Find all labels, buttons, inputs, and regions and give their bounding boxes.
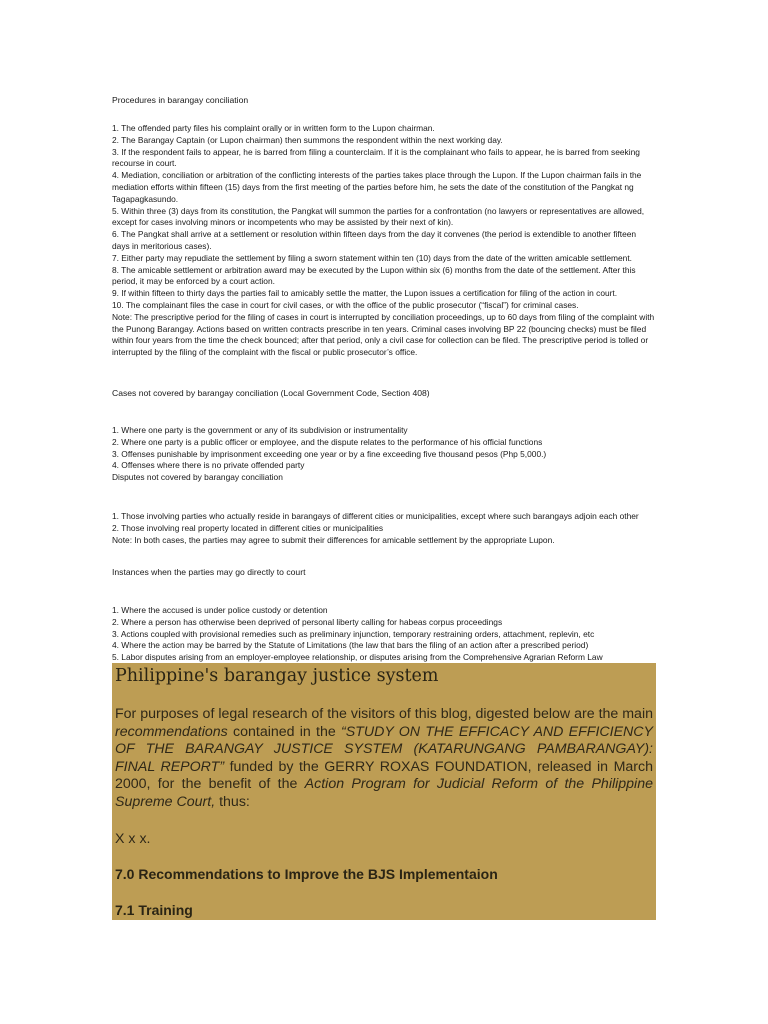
- list-item: 5. Labor disputes arising from an employer-employee relationship, or disputes arising from the Comprehensive Agrarian Reform Law: [112, 652, 603, 663]
- cases-not-covered-list: [112, 425, 656, 484]
- list-item: 1. Those involving parties who actually reside in barangays of different cities or municipalities, except where such barangays adjoin each other: [112, 511, 639, 521]
- panel-title: Philippine's barangay justice system: [115, 666, 439, 686]
- intro-text: funded by the GERRY ROXAS FOUNDATION, released in March 2000, for the benefit of the: [115, 758, 653, 793]
- list-item: 4. Mediation, conciliation or arbitration of the conflicting interests of the parties takes place through the Lupon. If the Lupon chairman fails in the mediation efforts within fifteen (15) days from the first meeting of the parties before him, he sets the date of the constitution of the Pangkat ng Tagapagkasundo.: [112, 170, 642, 204]
- list-item: 4. Where the action may be barred by the Statute of Limitations (the law that bars the filing of an action after a prescribed period): [112, 640, 589, 651]
- report-title: “STUDY ON THE EFFICACY AND EFFICIENCY OF THE BARANGAY JUSTICE SYSTEM (KATARUNGANG PAMBARANGAY): FINAL REPORT”: [115, 723, 653, 775]
- list-item: 2. Those involving real property located in different cities or municipalities: [112, 522, 384, 533]
- subsection-heading: 7.1 Training: [115, 902, 193, 918]
- procedures-heading: Procedures in barangay conciliation: [112, 95, 249, 105]
- list-item: 1. Where one party is the government or any of its subdivision or instrumentality: [112, 425, 408, 435]
- list-item: 5. Within three (3) days from its constitution, the Pangkat will summon the parties for a confrontation (no lawyers or representatives are allowed, except for cases involving minors or incompetents who may be assisted by their next of kin).: [112, 205, 645, 228]
- list-item: 1. The offended party files his complaint orally or in written form to the Lupon chairman.: [112, 123, 435, 133]
- cases-not-covered-heading: Cases not covered by barangay conciliation (Local Government Code, Section 408): [112, 388, 430, 398]
- list-item: 9. If within fifteen to thirty days the parties fail to amicably settle the matter, the Lupon issues a certification for filing of the action in court.: [112, 288, 618, 299]
- procedures-note: Note: The prescriptive period for the filing of cases in court is interrupted by conciliation proceedings, up to 60 days from filing of the complaint with the Punong Barangay. Actions based on written contracts prescribe in ten years. Criminal cases involving BP 22 (bouncing checks) must be filed within four years from the time the check bounced; after that period, only a civil case for collection can be filed. The prescriptive period is tolled or interrupted by the filing of the complaint with the fiscal or public prosecutor’s office.: [112, 311, 655, 358]
- list-item: 6. The Pangkat shall arrive at a settlement or resolution within fifteen days from the day it convenes (the period is extendible to another fifteen days in meritorious cases).: [112, 229, 637, 251]
- disputes-not-covered-list: [112, 511, 656, 546]
- list-item: 2. Where one party is a public officer or employee, and the dispute relates to the performance of his official functions: [112, 436, 543, 447]
- list-item: 1. Where the accused is under police custody or detention: [112, 605, 328, 615]
- list-item: 3. Actions coupled with provisional remedies such as preliminary injunction, temporary restraining orders, attachment, replevin, etc: [112, 628, 595, 639]
- panel-intro: [115, 706, 653, 812]
- direct-to-court-list: [112, 605, 656, 664]
- program-name: Action Program for Judicial Reform of the Philippine Supreme Court,: [115, 776, 653, 810]
- list-item: 2. Where a person has otherwise been deprived of personal liberty calling for habeas corpus proceedings: [112, 616, 503, 627]
- list-item: 8. The amicable settlement or arbitration award may be executed by the Lupon within six (6) months from the date of the settlement. After this period, it may be enforced by a court action.: [112, 264, 636, 287]
- list-item: 4. Offenses where there is no private offended party: [112, 460, 305, 471]
- list-item: 3. If the respondent fails to appear, he is barred from filing a counterclaim. If it is the complainant who fails to appear, he is barred from seeking recourse in court.: [112, 146, 640, 169]
- direct-to-court-heading: Instances when the parties may go directly to court: [112, 567, 306, 577]
- disputes-not-covered-heading: Disputes not covered by barangay conciliation: [112, 472, 283, 483]
- disputes-note: Note: In both cases, the parties may agree to submit their differences for amicable settlement by the appropriate Lupon.: [112, 534, 555, 545]
- ellipsis-text: X x x.: [115, 831, 151, 847]
- list-item: 3. Offenses punishable by imprisonment exceeding one year or by a fine exceeding five thousand pesos (Php 5,000.): [112, 448, 547, 459]
- intro-text: For purposes of legal research of the visitors of this blog, digested below are the main: [115, 706, 653, 722]
- list-item: 10. The complainant files the case in court for civil cases, or with the office of the public prosecutor (“fiscal”) for criminal cases.: [112, 299, 579, 310]
- list-item: 7. Either party may repudiate the settlement by filing a sworn statement within ten (10) days from the date of the written amicable settlement.: [112, 252, 632, 263]
- intro-emphasis: recommendations: [115, 723, 228, 740]
- intro-text: thus:: [215, 793, 250, 810]
- intro-text: contained in the: [227, 723, 341, 740]
- blog-excerpt-panel: [112, 663, 656, 920]
- procedures-list: [112, 123, 656, 359]
- list-item: 2. The Barangay Captain (or Lupon chairman) then summons the respondent within the next working day.: [112, 134, 503, 145]
- section-heading: 7.0 Recommendations to Improve the BJS Implementaion: [115, 866, 498, 882]
